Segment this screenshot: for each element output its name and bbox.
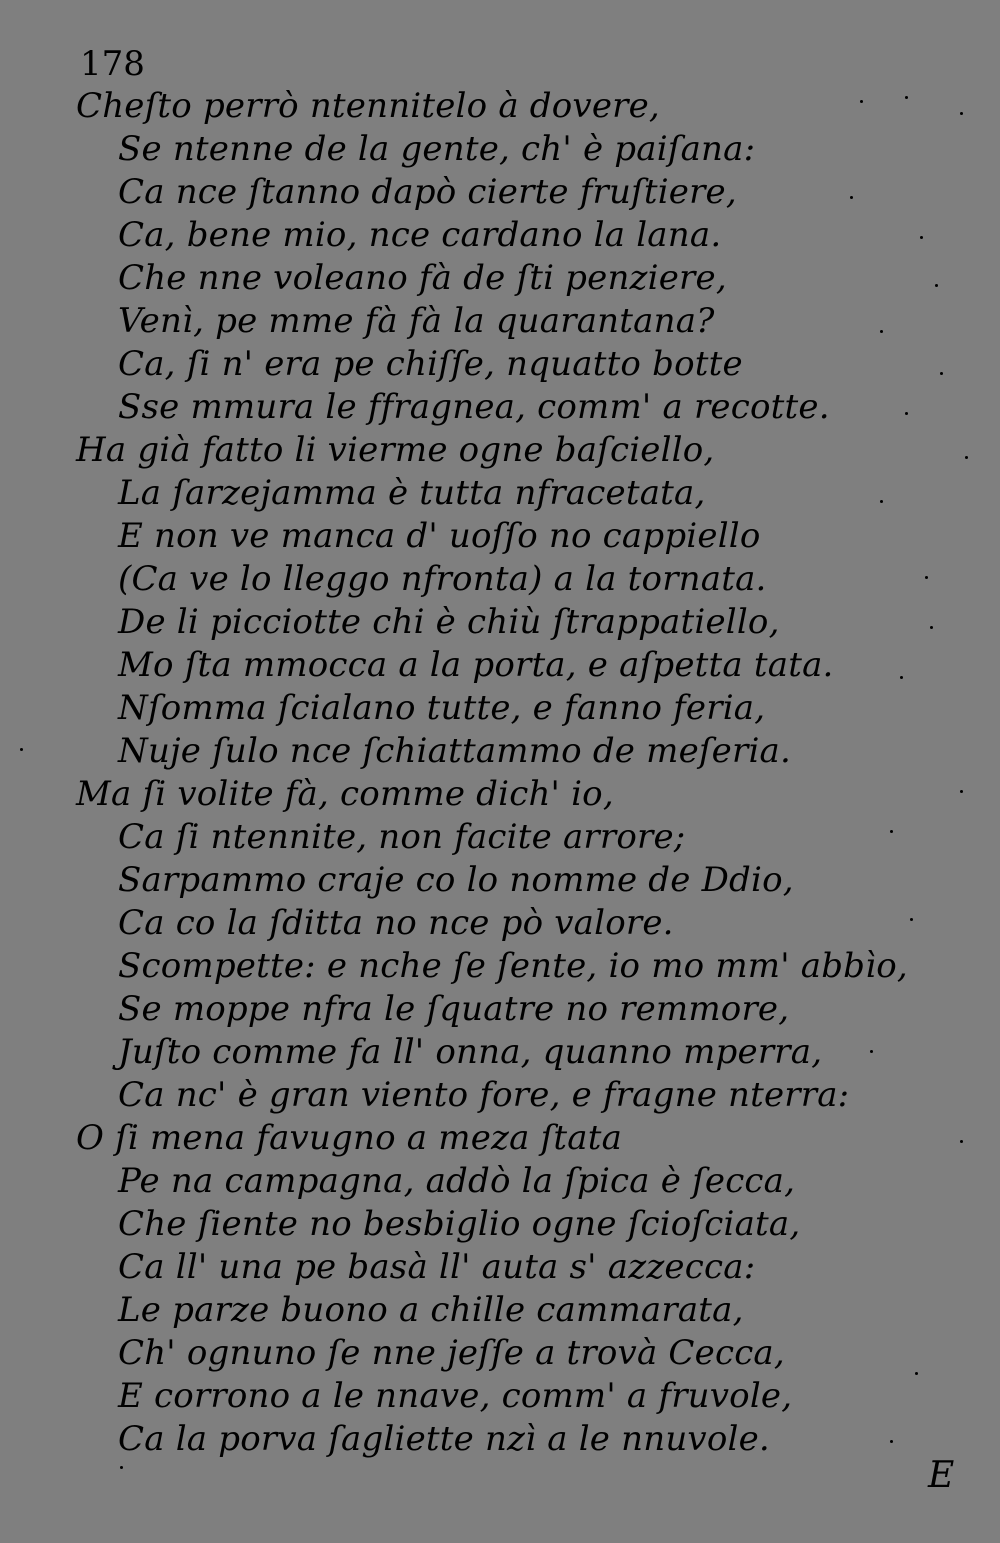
verse-line: Pe na campagna, addò la ſpica è ſecca, — [118, 1161, 796, 1201]
verse-line: Se ntenne de la gente, ch' è paiſana: — [118, 129, 756, 169]
verse-line: Che ſiente no besbiglio ogne ſcioſciata, — [118, 1204, 801, 1244]
verse-line: Sarpammo craje co lo nomme de Ddio, — [118, 860, 794, 900]
verse-line: Le parze buono a chille cammarata, — [118, 1290, 744, 1330]
verse-line: O ſi mena favugno a meza ſtata — [76, 1118, 623, 1158]
verse-line: Mo ſta mmocca a la porta, e aſpetta tata. — [118, 645, 834, 685]
verse-line: Ca ll' una pe basà ll' auta s' azzecca: — [118, 1247, 756, 1287]
verse-line: La ſarzejamma è tutta nfracetata, — [118, 473, 706, 513]
verse-line: E corrono a le nnave, comm' a fruvole, — [118, 1376, 793, 1416]
verse-line: Ha già fatto li vierme ogne baſciello, — [76, 430, 715, 470]
verse-line: Ma ſi volite fà, comme dich' io, — [76, 774, 614, 814]
verse-line: Ca, ſi n' era pe chiſſe, nquatto botte — [118, 344, 743, 384]
verse-line: Nſomma ſcialano tutte, e fanno feria, — [118, 688, 766, 728]
verse-line: Ca, bene mio, nce cardano la lana. — [118, 215, 722, 255]
verse-line: Sse mmura le ffragnea, comm' a recotte. — [118, 387, 830, 427]
page-number: 178 — [80, 44, 145, 84]
verse-line: Juſto comme fa ll' onna, quanno mperra, — [118, 1032, 823, 1072]
verse-line: Se moppe nfra le ſquatre no remmore, — [118, 989, 790, 1029]
verse-line: Ca nc' è gran viento fore, e fragne nterra: — [118, 1075, 850, 1115]
verse-line: Ca ſi ntennite, non facite arrore; — [118, 817, 686, 857]
verse-line: Ca la porva ſagliette nzì a le nnuvole. — [118, 1419, 770, 1459]
verse-line: Cheſto perrò ntennitelo à dovere, — [76, 86, 660, 126]
verse-line: Scompette: e nche ſe ſente, io mo mm' abbìo, — [118, 946, 908, 986]
verse-line: (Ca ve lo lleggo nfronta) a la tornata. — [118, 559, 767, 599]
verse-line: Che nne voleano fà de ſti penziere, — [118, 258, 727, 298]
verse-line: Venì, pe mme fà fà la quarantana? — [118, 301, 715, 341]
verse-line: Ca co la ſditta no nce pò valore. — [118, 903, 674, 943]
verse-line: Ch' ognuno ſe nne jeſſe a trovà Cecca, — [118, 1333, 785, 1373]
verse-line: De li picciotte chi è chiù ſtrappatiello, — [118, 602, 780, 642]
verse-line: Ca nce ſtanno dapò cierte fruſtiere, — [118, 172, 737, 212]
verse-line: Nuje ſulo nce ſchiattammo de meſeria. — [118, 731, 792, 771]
signature-mark: E — [928, 1455, 955, 1496]
verse-line: E non ve manca d' uoſſo no cappiello — [118, 516, 761, 556]
